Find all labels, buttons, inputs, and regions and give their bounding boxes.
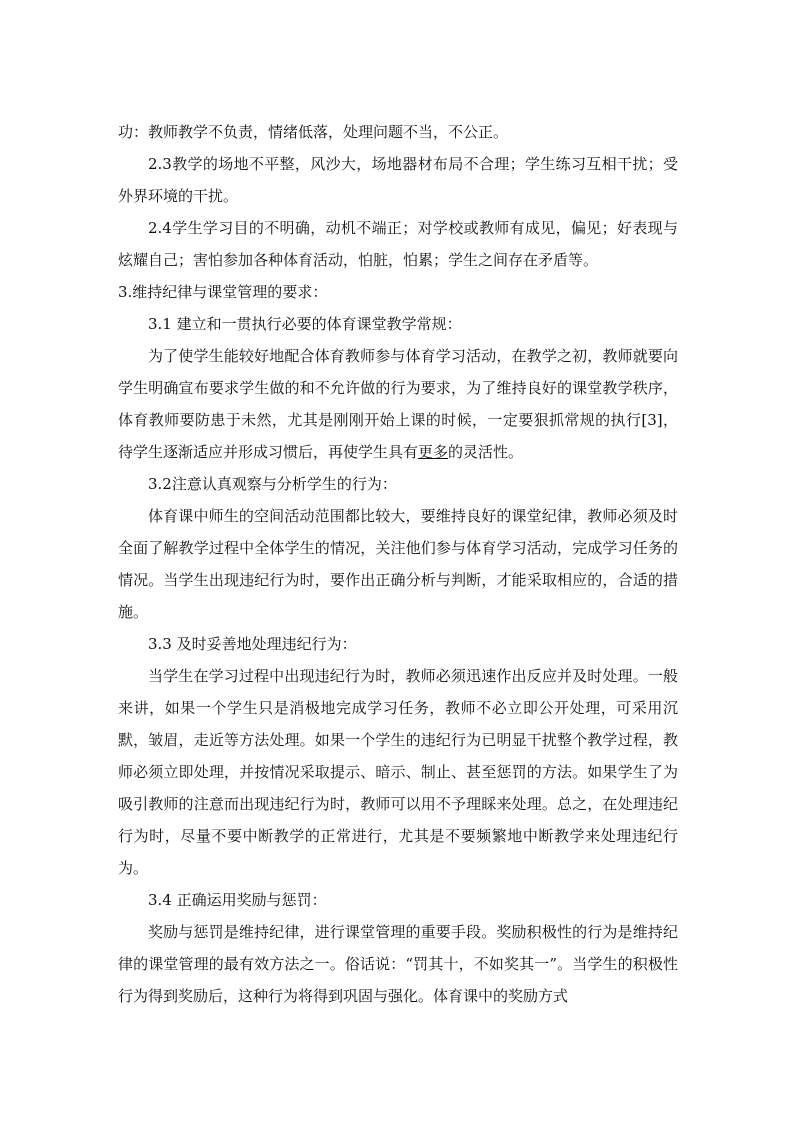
paragraph-3-4: 奖励与惩罚是维持纪律，进行课堂管理的重要手段。奖励积极性的行为是维持纪律的课堂管理的最有效方法之一。俗话说：“罚其十，不如奖其一”。当学生的积极性行为得到奖励后，这种行为将得到巩固与强化。体育课中的奖励方式 — [118, 923, 678, 1005]
paragraph-3-1-end: 的灵活性。 — [448, 443, 524, 461]
paragraph-3-1-text: 为了使学生能较好地配合体育教师参与体育学习活动，在教学之初，教师就要向学生明确宣布要求学生做的和不允许做的行为要求，为了维持良好的课堂教学秩序，体育教师要防患于未然，尤其是刚刚开始上课的时候，一定要狠抓常规的执行[3]，待学生逐渐适应并形成习惯后，再使学生具有 — [118, 347, 678, 461]
paragraph-3-1 — [118, 340, 678, 468]
underlined-text: 更多 — [418, 443, 449, 461]
subheading-3-1: 3.1 建立和一贯执行必要的体育课堂教学常规： — [148, 315, 462, 333]
paragraph-3-2: 体育课中师生的空间活动范围都比较大，要维持良好的课堂纪律，教师必须及时全面了解教学过程中全体学生的情况，关注他们参与体育学习活动，完成学习任务的情况。当学生出现违纪行为时，要作出正确分析与判断，才能采取相应的，合适的措施。 — [118, 507, 678, 621]
paragraph-2-4: 2.4学生学习目的不明确，动机不端正；对学校或教师有成见，偏见；好表现与炫耀自己；害怕参加各种体育活动，怕脏，怕累；学生之间存在矛盾等。 — [118, 219, 678, 269]
paragraph-continuation: 功：教师教学不负责，情绪低落，处理问题不当，不公正。 — [118, 123, 509, 141]
paragraph-3-3: 当学生在学习过程中出现违纪行为时，教师必须迅速作出反应并及时处理。一般来讲，如果一个学生只是消极地完成学习任务，教师不必立即公开处理，可采用沉默，皱眉，走近等方法处理。如果一个学生的违纪行为已明显干扰整个教学过程，教师必须立即处理，并按情况采取提示、暗示、制止、甚至惩罚的方法。如果学生了为吸引教师的注意而出现违纪行为时，教师可以用不予理睬来处理。总之，在处理违纪行为时，尽量不要中断教学的正常进行，尤其是不要频繁地中断教学来处理违纪行为。 — [118, 667, 678, 877]
subheading-3-3: 3.3 及时妥善地处理违纪行为： — [148, 635, 357, 653]
subheading-3-2: 3.2注意认真观察与分析学生的行为： — [148, 475, 397, 493]
section-heading-3: 3.维持纪律与课堂管理的要求： — [118, 283, 328, 301]
document-page — [118, 116, 678, 1012]
paragraph-2-3: 2.3教学的场地不平整，风沙大，场地器材布局不合理；学生练习互相干扰；受外界环境的干扰。 — [118, 155, 678, 205]
subheading-3-4: 3.4 正确运用奖励与惩罚： — [148, 891, 327, 909]
